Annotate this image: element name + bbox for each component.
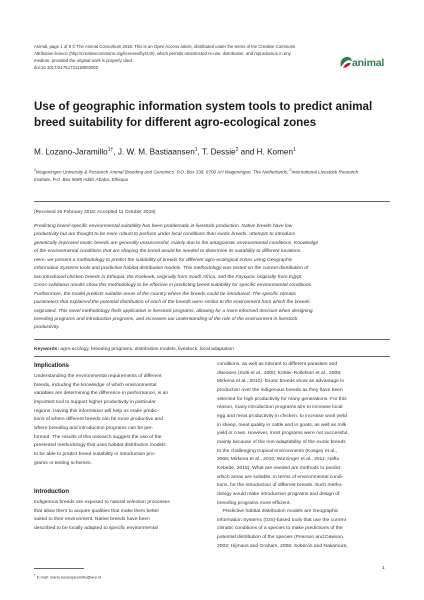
abstract-line: parameters that explained the potential distribution of each of the breeds were similar to the environment from which the breeds	[34, 300, 310, 306]
affil-sup: 2	[289, 168, 292, 172]
body-line: breeds, including the knowledge of which environmental	[34, 382, 157, 388]
keywords	[34, 347, 390, 352]
meta-line: Attribution licence (http://creativecommons.org/licenses/by/4.0/), which permits unrestricted re-use, distribution, and reproduction in any	[34, 50, 291, 56]
body-line: reason, many introduction programs aim to increase local	[217, 405, 343, 411]
journal-logo	[338, 52, 398, 72]
divider	[34, 201, 390, 202]
body-line: egg and meat productivity in chicken, to increase wool yield	[217, 413, 347, 419]
meta-line: medium, provided the original work is properly cited.	[34, 57, 134, 63]
abstract-line: Here, we present a methodology to predict the suitability of breeds for different agro-ecological zones using Geographic	[34, 257, 293, 263]
abstract-line: originated. This novel methodology finds application in livestock programs, allowing for a more informed decision when designing	[34, 308, 313, 314]
abstract-line: Furthermore, the model predicts suitable areas of the country where the breeds could be introduced. The specific climatic	[34, 291, 297, 297]
page-number: 1	[382, 566, 385, 571]
divider	[34, 339, 390, 340]
affil-text: Institute, P.O. Box 5689 Addis Ababa, Ethiopia	[34, 176, 129, 182]
body-line: Kebede, 2016). What are needed are methods to predict	[217, 465, 341, 471]
body-line: production over the indigenous breeds as they have been	[217, 387, 343, 393]
body-line: 2006; Mirkena et al., 2010; Wurzinger et al., 2011; Haftu	[217, 457, 340, 463]
divider	[34, 356, 390, 357]
author-sup: 1†	[107, 147, 114, 153]
author-sup: 1	[293, 147, 296, 153]
author-name: J. W. M. Bastiaansen	[117, 147, 195, 157]
affil-sup: 1	[34, 168, 36, 172]
author-name: T. Dessie	[201, 147, 236, 157]
affil-text: Wageningen University & Research Animal Breeding and Genomics, P.O. Box 338, 6700 AH Wageningen, The Netherlands;	[35, 169, 290, 175]
abstract-line: genetically improved exotic breeds are generally unsuccessful, mainly due to the antagonistic environmental conditions. Knowledge	[34, 240, 319, 246]
body-line: breeding programs more efficient.	[217, 500, 291, 506]
body-line: in sheep, meat quality in cattle and in goats, as well as milk	[217, 422, 347, 428]
author-list: M. Lozano-Jaramillo$^{1\dagger}$, J. W. M. Bastiaansen$^1$, T. Dessie$^2$ and H. Komen$^1$	[34, 147, 296, 157]
keywords-text: agro-ecology, breeding programs, distribution models, livestock, local adaptation	[59, 347, 234, 352]
logo-text: animal	[352, 57, 385, 69]
affil-text: International Livestock Research	[291, 169, 359, 175]
body-line: climatic conditions of a species to make predictions of the	[217, 526, 343, 532]
body-line: regions. Having this information will help us make predic-	[34, 408, 159, 414]
footnote-rule	[34, 568, 84, 569]
affiliations	[34, 167, 390, 183]
abstract-line: two introduced chicken breeds in Ethiopia: the Koekoek, originally from South Africa, and the Fayoumi, originally from Egypt.	[34, 274, 303, 280]
footnote-text: E-mail: maria.lozanojaramillo@wur.nl	[35, 574, 101, 580]
body-line: yield in cows. However, most programs were not successful,	[217, 431, 349, 437]
body-line: diseases (Solti et al., 2000; Köhler-Rollefson et al., 2009;	[217, 370, 342, 376]
body-line: conditions, as well as tolerant to different parasites and	[217, 362, 338, 367]
abstract-line: Cross-validation results show this methodology to be effective in predicting breed suitability for specific environmental conditions.	[34, 283, 313, 289]
article-title	[34, 99, 384, 130]
body-line: suited to their environment. Native breeds have been	[34, 517, 150, 523]
abstract-line: productivity but are thought to be more robust to perform under local conditions than exotic breeds. Attempts to introduce	[34, 232, 296, 238]
body-line: mainly because of the non-adaptability of the exotic breeds	[217, 439, 346, 445]
body-line: variables are determining the difference in performance, is an	[34, 391, 169, 397]
body-line: to be able to predict breed suitability in introduction pro-	[34, 451, 156, 457]
abstract-line: productivity.	[34, 325, 60, 331]
body-line: 2003; Hijmans and Graham, 2006; Soberón and Nakamura,	[217, 543, 348, 549]
body-line: tions, for the introduction of different breeds. Such metho-	[217, 483, 343, 489]
footnote	[34, 573, 101, 579]
author-sup: 1	[194, 147, 198, 153]
abstract-line: Predicting breed-specific environmental suitability has been problematic in livestock production. Native breeds have low	[34, 224, 293, 229]
body-line: Indigenous breeds are exposed to natural selection processes	[34, 500, 170, 505]
footnote-sup: †	[34, 573, 36, 577]
body-line: described to be locally adapted to specific environmental	[34, 525, 158, 531]
implications-text	[34, 373, 207, 468]
abstract-line: breeding programs and introduction programs, and increases our understanding of the role of the environment in livestock	[34, 316, 298, 322]
body-line: where breeding and introduction programs can be per-	[34, 425, 154, 431]
body-line: that allow them to acquire qualities that make them better	[34, 508, 160, 514]
keywords-label: Keywords:	[34, 347, 60, 352]
author-name: M. Lozano-Jaramillo	[34, 147, 108, 157]
journal-meta	[34, 44, 344, 72]
body-line: presented methodology that uses habitat distribution models	[34, 443, 166, 449]
body-line: which areas are suitable, in terms of environmental condi-	[217, 474, 344, 480]
body-line: dology would make introduction programs and design of	[217, 491, 340, 497]
author-sup: 2	[235, 147, 239, 153]
body-line: Mirkena et al., 2010). Exotic breeds show an advantage in	[217, 379, 345, 385]
title-line: Use of geographic information system tools to predict animal	[34, 100, 373, 113]
meta-line: Animal, page 1 of 8 © The Animal Consortium 2018. This is an Open Access article, distributed under the terms of the Creative Commons	[34, 44, 296, 49]
body-line: Information Systems (GIS)-based tools that use the current	[217, 517, 346, 523]
body-line: potential distribution of the species (Pearson and Dawson,	[217, 535, 345, 541]
introduction-text	[34, 499, 207, 534]
body-line: to the challenging tropical environments (Kosgey et al.,	[217, 448, 337, 454]
abstract	[34, 223, 390, 333]
right-column-text	[217, 361, 390, 551]
body-line: Understanding the environmental requirements of different	[34, 374, 162, 379]
body-line: Predictive habitat distribution models are Geographic	[217, 509, 339, 515]
body-line: tions of where different breeds can be more productive and	[34, 417, 163, 423]
body-line: important tool to support higher productivity in particular	[34, 399, 156, 405]
title-line: breed suitability for different agro-ecological zones	[34, 115, 317, 129]
author-name: H. Komen	[256, 147, 294, 157]
abstract-line: Information Systems tools and predictive habitat distribution models. This methodology was tested on the current distribution of	[34, 266, 309, 272]
doi: doi:10.1017/S1751731118003002	[34, 64, 99, 70]
body-line: selected for high productivity for many generations. For this	[217, 396, 347, 402]
body-line: grams or testing schemes.	[34, 460, 92, 466]
section-heading: Implications	[34, 363, 70, 369]
section-heading: Introduction	[34, 489, 69, 495]
received-dates: (Received 26 February 2018; Accepted 11 October 2018)	[34, 210, 156, 215]
body-line: formed. The results of this research suggest the use of the	[34, 434, 162, 440]
abstract-line: of the environmental conditions that are shaping the breed would be needed to determine its suitability to different locations.	[34, 249, 302, 255]
